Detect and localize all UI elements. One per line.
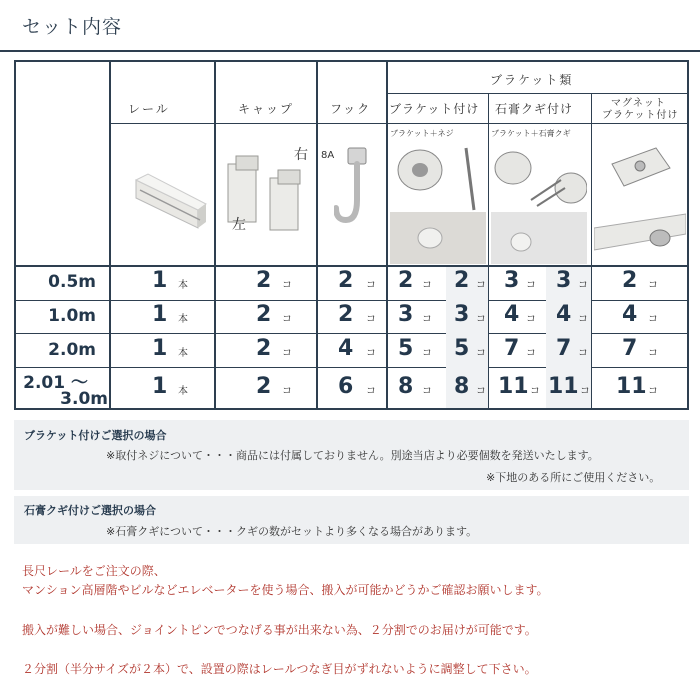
qty-bracket-plaster: 11 [548,374,579,399]
unit-piece: コ [422,314,432,325]
size-label: 2.0m [48,340,96,360]
header-bracket-screw: ブラケット付け [389,102,480,116]
cap-left-label: 左 [232,217,246,233]
qty-hook: 2 [338,302,354,327]
bracket-note-box [14,420,689,490]
grid-vline [214,62,216,408]
unit-piece: コ [526,314,536,325]
qty-bracket-screw: 5 [454,336,470,361]
hook-image [334,142,382,232]
size-label: 0.5m [48,272,96,292]
unit-piece: コ [422,386,432,397]
subheader-bracket-plaster: ブラケット＋石膏クギ [491,129,571,138]
unit-piece: コ [476,348,486,359]
grid-vline [488,94,489,408]
header-cap: キャップ [238,102,295,116]
qty-bracket-plaster: 7 [504,336,520,361]
qty-bracket-screw: 8 [398,374,414,399]
qty-bracket-screw: 5 [398,336,414,361]
bracket-note-heading: ブラケット付けご選択の場合 [24,429,167,442]
grid-vline [109,62,111,408]
unit-piece: コ [530,386,540,397]
qty-rail: 1 [152,336,168,361]
unit-piece: コ [648,348,658,359]
qty-bracket-plaster: 4 [504,302,520,327]
qty-magnet: 7 [622,336,638,361]
unit-piece: コ [648,386,658,397]
qty-magnet: 2 [622,268,638,293]
qty-cap: 2 [256,302,272,327]
header-magnet-line2: ブラケット付け [602,110,679,121]
unit-rail: 本 [178,386,188,397]
size-label: 1.0m [48,306,96,326]
qty-bracket-screw: 2 [398,268,414,293]
bracket-note-line: ※下地のある所にご使用ください。 [486,471,661,484]
unit-rail: 本 [178,348,188,359]
qty-bracket-plaster: 11 [498,374,529,399]
qty-bracket-screw: 8 [454,374,470,399]
unit-piece: コ [476,314,486,325]
unit-piece: コ [526,348,536,359]
bracket-plaster-image [491,140,587,264]
header-bracket-plaster: 石膏クギ付け [495,102,574,116]
warning-line: 長尺レールをご注文の際、 [22,564,166,578]
qty-bracket-plaster: 3 [504,268,520,293]
unit-piece: コ [476,280,486,291]
unit-piece: コ [282,386,292,397]
plaster-note-heading: 石膏クギ付けご選択の場合 [24,504,156,517]
plaster-note-line: ※石膏クギについて・・・クギの数がセットより多くなる場合があります。 [106,525,478,538]
unit-piece: コ [578,280,588,291]
qty-cap: 2 [256,374,272,399]
unit-piece: コ [366,314,376,325]
grid-vline [386,62,388,408]
qty-hook: 4 [338,336,354,361]
unit-rail: 本 [178,280,188,291]
unit-piece: コ [422,280,432,291]
unit-piece: コ [648,280,658,291]
qty-magnet: 4 [622,302,638,327]
grid-vline [316,62,318,408]
header-magnet-line1: マグネット [611,98,666,109]
unit-piece: コ [526,280,536,291]
magnet-bracket-image [594,134,686,264]
bracket-screw-image [390,140,486,264]
warning-line: マンション高層階やビルなどエレベーターを使う場合、搬入が可能かどうかご確認お願いします。 [22,583,549,597]
warning-line: ２分割（半分サイズが２本）で、設置の際はレールつなぎ目がずれないように調整して下さい。 [22,662,537,676]
unit-piece: コ [282,280,292,291]
plaster-note-box [14,496,689,544]
qty-bracket-plaster: 4 [556,302,572,327]
unit-piece: コ [422,348,432,359]
grid-vline [591,94,592,408]
unit-piece: コ [578,348,588,359]
title-divider [0,50,700,52]
qty-rail: 1 [152,374,168,399]
unit-piece: コ [366,348,376,359]
unit-rail: 本 [178,314,188,325]
qty-magnet: 11 [616,374,647,399]
qty-bracket-screw: 3 [454,302,470,327]
qty-bracket-plaster: 3 [556,268,572,293]
cap-right-label: 右 [294,147,308,163]
unit-piece: コ [282,314,292,325]
subheader-bracket-screw: ブラケット＋ネジ [390,129,454,138]
unit-piece: コ [648,314,658,325]
qty-bracket-screw: 3 [398,302,414,327]
bracket-note-line: ※取付ネジについて・・・商品には付属しておりません。別途当店より必要個数を発送いたします。 [106,449,599,462]
unit-piece: コ [580,386,590,397]
qty-rail: 1 [152,268,168,293]
rail-image [128,150,208,240]
unit-piece: コ [366,386,376,397]
size-label: 3.0m [60,389,108,409]
qty-rail: 1 [152,302,168,327]
qty-bracket-plaster: 7 [556,336,572,361]
qty-hook: 2 [338,268,354,293]
unit-piece: コ [578,314,588,325]
header-hook: フック [330,102,372,116]
grid-hline [111,123,689,124]
set-contents-table [14,60,689,410]
qty-cap: 2 [256,336,272,361]
unit-piece: コ [282,348,292,359]
header-bracket-group: ブラケット類 [490,73,574,87]
unit-piece: コ [366,280,376,291]
warning-line: 搬入が難しい場合、ジョイントピンでつなげる事が出来ない為、２分割でのお届けが可能です。 [22,623,537,637]
hook-code-label: 8A [321,150,335,161]
qty-cap: 2 [256,268,272,293]
header-rail: レール [128,102,170,116]
size-label: 2.01 〜 [23,373,88,393]
page-title: セット内容 [22,16,123,38]
qty-bracket-screw: 2 [454,268,470,293]
qty-hook: 6 [338,374,354,399]
unit-piece: コ [476,386,486,397]
